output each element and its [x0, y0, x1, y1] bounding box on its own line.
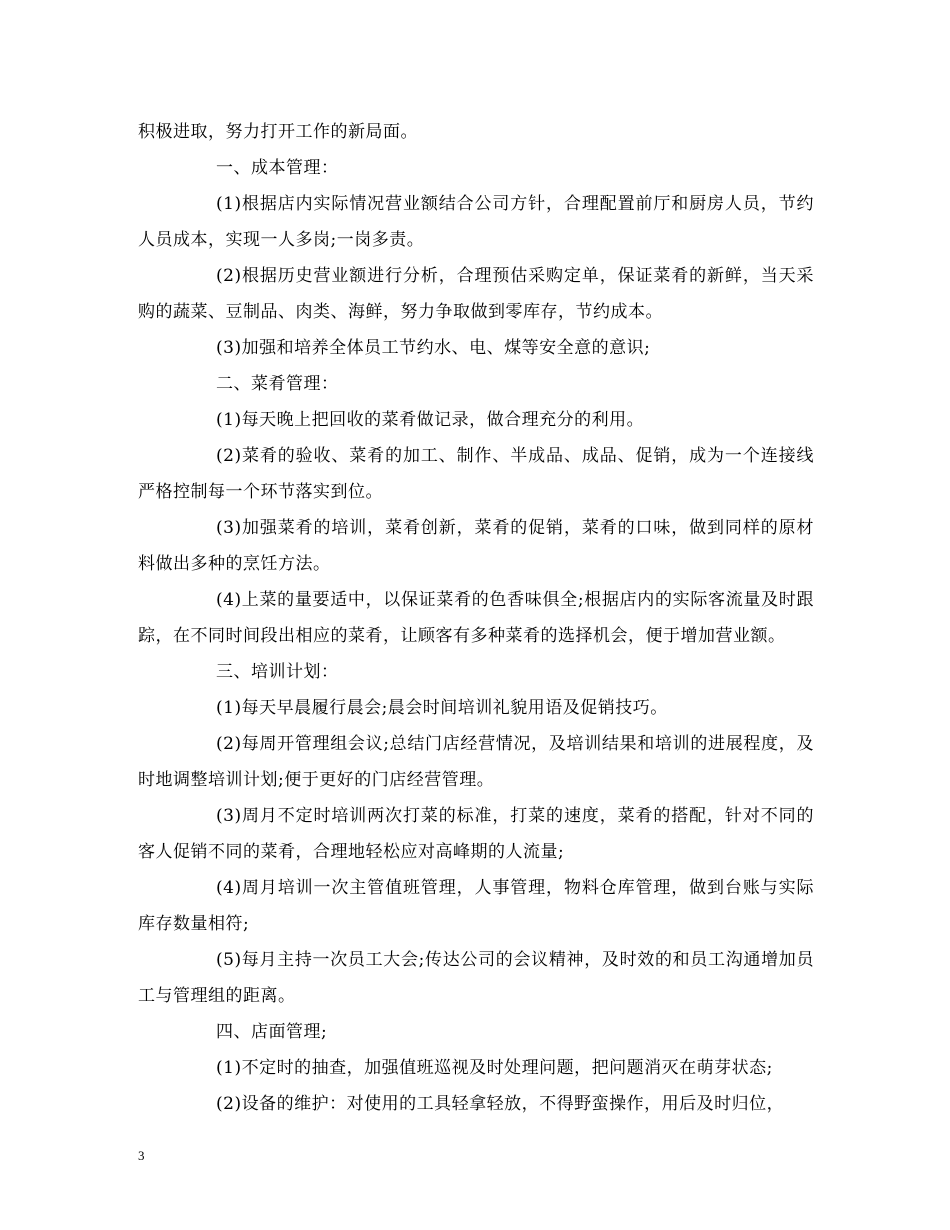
paragraph: (2)设备的维护：对使用的工具轻拿轻放，不得野蛮操作，用后及时归位，	[216, 1094, 785, 1114]
paragraph: (3)周月不定时培训两次打菜的标准，打菜的速度，菜肴的搭配，针对不同的客人促销不同的菜肴，合理地轻松应对高峰期的人流量;	[138, 806, 814, 862]
paragraph: (1)每天晚上把回收的菜肴做记录，做合理充分的利用。	[216, 410, 645, 430]
paragraph: (2)菜肴的验收、菜肴的加工、制作、半成品、成品、促销，成为一个连接线严格控制每一个环节落实到位。	[138, 446, 814, 502]
paragraph: (1)每天早晨履行晨会;晨会时间培训礼貌用语及促销技巧。	[216, 698, 668, 718]
paragraph: 积极进取，努力打开工作的新局面。	[138, 122, 418, 142]
page-number: 3	[138, 1148, 145, 1163]
section-heading: 一、成本管理：	[216, 158, 339, 178]
paragraph: (2)根据历史营业额进行分析，合理预估采购定单，保证菜肴的新鲜，当天采购的蔬菜、豆制品、肉类、海鲜，努力争取做到零库存，节约成本。	[138, 266, 814, 322]
paragraph: (1)根据店内实际情况营业额结合公司方针，合理配置前厅和厨房人员，节约人员成本，实现一人多岗;一岗多责。	[138, 194, 814, 250]
paragraph: (5)每月主持一次员工大会;传达公司的会议精神，及时效的和员工沟通增加员工与管理组的距离。	[138, 950, 814, 1006]
section-heading: 四、店面管理;	[216, 1022, 328, 1042]
paragraph: (1)不定时的抽查，加强值班巡视及时处理问题，把问题消灭在萌芽状态;	[216, 1058, 773, 1078]
document-body	[138, 114, 814, 1122]
section-heading: 二、菜肴管理：	[216, 374, 339, 394]
paragraph: (4)周月培训一次主管值班管理，人事管理，物料仓库管理，做到台账与实际库存数量相符;	[138, 878, 814, 934]
paragraph: (3)加强菜肴的培训，菜肴创新，菜肴的促销，菜肴的口味，做到同样的原材料做出多种的烹饪方法。	[138, 518, 814, 574]
paragraph: (3)加强和培养全体员工节约水、电、煤等安全意的意识;	[216, 338, 651, 358]
paragraph: (4)上菜的量要适中，以保证菜肴的色香味俱全;根据店内的实际客流量及时跟踪，在不同时间段出相应的菜肴，让顾客有多种菜肴的选择机会，便于增加营业额。	[138, 590, 814, 646]
paragraph: (2)每周开管理组会议;总结门店经营情况，及培训结果和培训的进展程度，及时地调整培训计划;便于更好的门店经营管理。	[138, 734, 814, 790]
section-heading: 三、培训计划：	[216, 662, 339, 682]
